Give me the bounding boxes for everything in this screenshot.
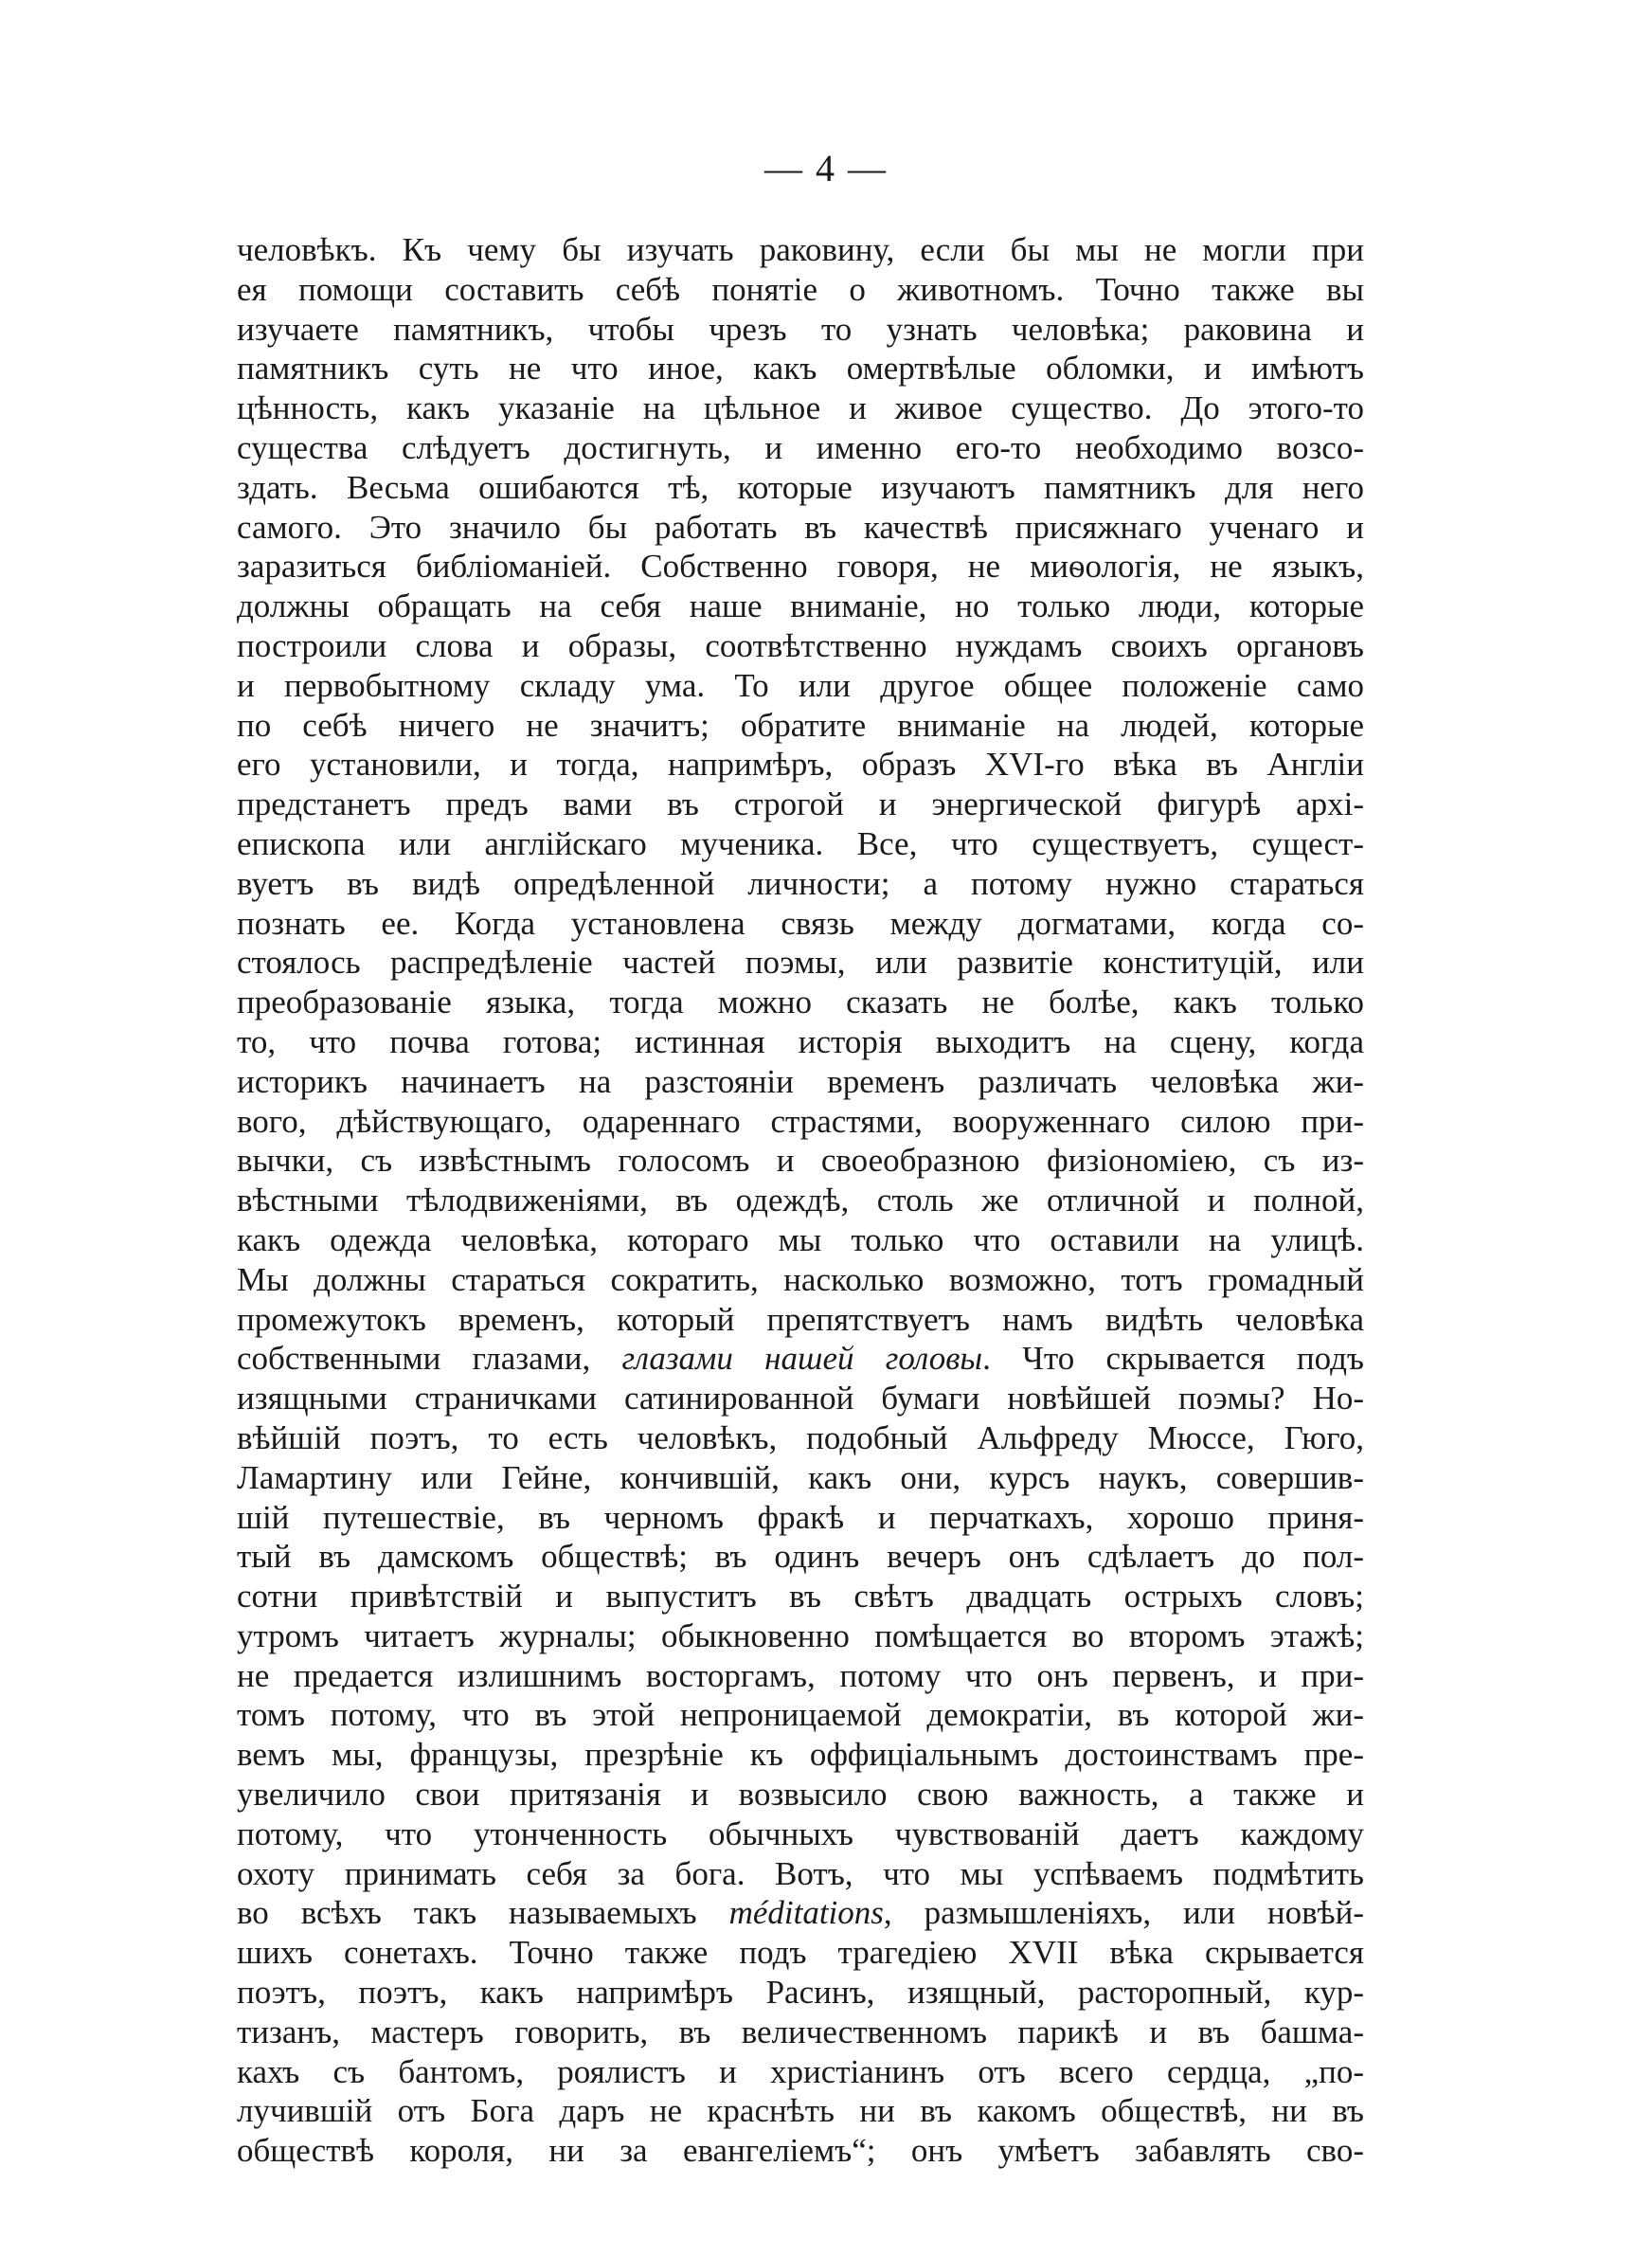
text-line (237, 1220, 1364, 1260)
text-segment: Мы должны стараться сократить, насколько возможно, тотъ громадный (237, 1260, 1364, 1298)
text-line (237, 943, 1364, 983)
text-line (237, 1339, 1364, 1379)
text-segment: человѣкъ. Къ чему бы изучать раковину, если бы мы не могли при (237, 231, 1364, 268)
text-segment: вуетъ въ видѣ опредѣленной личности; а потому нужно стараться (237, 864, 1364, 902)
text-segment: должны обращать на себя наше вниманіе, но только люди, которые (237, 587, 1364, 625)
text-line (237, 2131, 1364, 2171)
text-segment: потому, что утонченность обычныхъ чувствованій даетъ каждому (237, 1815, 1364, 1852)
text-line (237, 1458, 1364, 1498)
body-text (237, 230, 1364, 2171)
text-segment: сотни привѣтствій и выпуститъ въ свѣтъ двадцать острыхъ словъ; (237, 1578, 1364, 1616)
text-line (237, 1815, 1364, 1854)
text-segment: вемъ мы, французы, презрѣніе къ оффиціальнымъ достоинствамъ пре- (237, 1736, 1364, 1774)
text-line (237, 1062, 1364, 1102)
text-line (237, 1498, 1364, 1538)
text-segment: собственными глазами, (237, 1340, 622, 1378)
text-line (237, 587, 1364, 626)
text-line (237, 666, 1364, 706)
text-segment: существа слѣдуетъ достигнуть, и именно его-то необходимо возсо- (237, 428, 1364, 466)
text-line (237, 1656, 1364, 1696)
text-segment: кахъ съ бантомъ, роялистъ и христіанинъ отъ всего сердца, „по- (237, 2052, 1364, 2090)
text-line (237, 1695, 1364, 1735)
text-line (237, 824, 1364, 864)
text-segment: самого. Это значило бы работать въ качествѣ присяжнаго ученаго и (237, 508, 1364, 546)
text-segment: , размышленіяхъ, или новѣй- (883, 1894, 1364, 1932)
text-line (237, 547, 1364, 587)
text-line (237, 1141, 1364, 1181)
text-line (237, 1379, 1364, 1418)
text-segment: вычки, съ извѣстнымъ голосомъ и своеобразною физіономіею, съ из- (237, 1142, 1364, 1180)
text-line (237, 388, 1364, 428)
text-segment: преобразованіе языка, тогда можно сказать не болѣе, какъ только (237, 984, 1364, 1021)
text-line (237, 983, 1364, 1022)
text-line (237, 1300, 1364, 1340)
text-line (237, 2052, 1364, 2092)
text-segment: здать. Весьма ошибаются тѣ, которые изучаютъ памятникъ для него (237, 468, 1364, 506)
text-segment: не предается излишнимъ восторгамъ, потому что онъ первенъ, и при- (237, 1656, 1364, 1694)
text-segment: . Что скрывается подъ (982, 1340, 1364, 1378)
text-line (237, 1933, 1364, 1973)
text-segment: увеличило свои притязанія и возвысило свою важность, а также и (237, 1776, 1364, 1814)
text-line (237, 1260, 1364, 1300)
text-line (237, 230, 1364, 270)
text-line (237, 1775, 1364, 1815)
text-segment: Ламартину или Гейне, кончившій, какъ они, курсъ наукъ, совершив- (237, 1458, 1364, 1496)
text-line (237, 1973, 1364, 2013)
text-line (237, 1022, 1364, 1062)
text-segment: историкъ начинаетъ на разстояніи временъ различать человѣка жи- (237, 1062, 1364, 1100)
text-segment: шій путешествіе, въ черномъ фракѣ и перчаткахъ, хорошо приня- (237, 1498, 1364, 1536)
text-segment: предстанетъ предъ вами въ строгой и энергической фигурѣ архі- (237, 785, 1364, 823)
italic-phrase: глазами нашей головы (621, 1340, 983, 1378)
text-line (237, 270, 1364, 310)
text-line (237, 310, 1364, 350)
text-line (237, 1418, 1364, 1458)
text-segment: обществѣ короля, ни за евангеліемъ“; онъ умѣетъ забавлять сво- (237, 2132, 1364, 2170)
text-segment: изящными страничками сатинированной бумаги новѣйшей поэмы? Но- (237, 1380, 1364, 1417)
text-segment: построили слова и образы, соотвѣтственно нуждамъ своихъ органовъ (237, 626, 1364, 664)
text-segment: по себѣ ничего не значитъ; обратите вниманіе на людей, которые (237, 706, 1364, 744)
italic-phrase: méditations (728, 1894, 884, 1932)
text-line (237, 706, 1364, 746)
text-line (237, 1854, 1364, 1894)
text-segment: его установили, и тогда, напримѣръ, образъ XVI-го вѣка въ Англіи (237, 746, 1364, 784)
text-segment: цѣнность, какъ указаніе на цѣльное и живое существо. До этого-то (237, 389, 1364, 427)
text-line (237, 349, 1364, 388)
text-segment: какъ одежда человѣка, котораго мы только что оставили на улицѣ. (237, 1220, 1364, 1258)
text-line (237, 1616, 1364, 1656)
text-line (237, 1735, 1364, 1775)
text-segment: тый въ дамскомъ обществѣ; въ одинъ вечеръ онъ сдѣлаетъ до пол- (237, 1538, 1364, 1576)
text-segment: стоялось распредѣленіе частей поэмы, или развитіе конституцій, или (237, 944, 1364, 982)
text-line (237, 626, 1364, 666)
text-line (237, 745, 1364, 785)
text-segment: охоту принимать себя за бога. Вотъ, что мы успѣваемъ подмѣтить (237, 1854, 1364, 1892)
text-segment: познать ее. Когда установлена связь между догматами, когда со- (237, 904, 1364, 942)
text-line (237, 2013, 1364, 2052)
text-line (237, 468, 1364, 508)
text-line (237, 1893, 1364, 1933)
text-segment: епископа или англійскаго мученика. Все, что существуетъ, сущест- (237, 824, 1364, 862)
text-line (237, 864, 1364, 904)
text-line (237, 1537, 1364, 1577)
text-segment: лучившій отъ Бога даръ не краснѣть ни въ какомъ обществѣ, ни въ (237, 2092, 1364, 2130)
text-line (237, 2091, 1364, 2131)
text-segment: утромъ читаетъ журналы; обыкновенно помѣщается во второмъ этажѣ; (237, 1616, 1364, 1654)
text-line (237, 1102, 1364, 1142)
text-segment: памятникъ суть не что иное, какъ омертвѣлые обломки, и имѣютъ (237, 350, 1364, 388)
text-segment: промежутокъ временъ, который препятствуетъ намъ видѣть человѣка (237, 1300, 1364, 1338)
text-line (237, 904, 1364, 944)
text-segment: вого, дѣйствующаго, одареннаго страстями, вооруженнаго силою при- (237, 1102, 1364, 1140)
text-segment: и первобытному складу ума. То или другое общее положеніе само (237, 666, 1364, 704)
text-segment: томъ потому, что въ этой непроницаемой демократіи, въ которой жи- (237, 1696, 1364, 1734)
text-segment: заразиться библіоманіей. Собственно говоря, не миѳологія, не языкъ, (237, 548, 1364, 586)
text-segment: вѣйшій поэтъ, то есть человѣкъ, подобный Альфреду Мюссе, Гюго, (237, 1418, 1364, 1456)
text-segment: во всѣхъ такъ называемыхъ (237, 1894, 729, 1932)
text-line (237, 1577, 1364, 1616)
text-segment: изучаете памятникъ, чтобы чрезъ то узнать человѣка; раковина и (237, 310, 1364, 348)
text-line (237, 785, 1364, 824)
text-segment: вѣстными тѣлодвиженіями, въ одеждѣ, столь же отличной и полной, (237, 1182, 1364, 1219)
text-segment: тизанъ, мастеръ говорить, въ величественномъ парикѣ и въ башма- (237, 2013, 1364, 2050)
text-line (237, 428, 1364, 468)
text-segment: шихъ сонетахъ. Точно также подъ трагедіею XVII вѣка скрывается (237, 1934, 1364, 1972)
text-segment: поэтъ, поэтъ, какъ напримѣръ Расинъ, изящный, расторопный, кур- (237, 1974, 1364, 2012)
text-line (237, 508, 1364, 548)
page-number: — 4 — (764, 147, 888, 190)
text-segment: то, что почва готова; истинная исторія выходитъ на сцену, когда (237, 1022, 1364, 1060)
text-segment: ея помощи составить себѣ понятіе о животномъ. Точно также вы (237, 270, 1364, 308)
text-line (237, 1181, 1364, 1220)
